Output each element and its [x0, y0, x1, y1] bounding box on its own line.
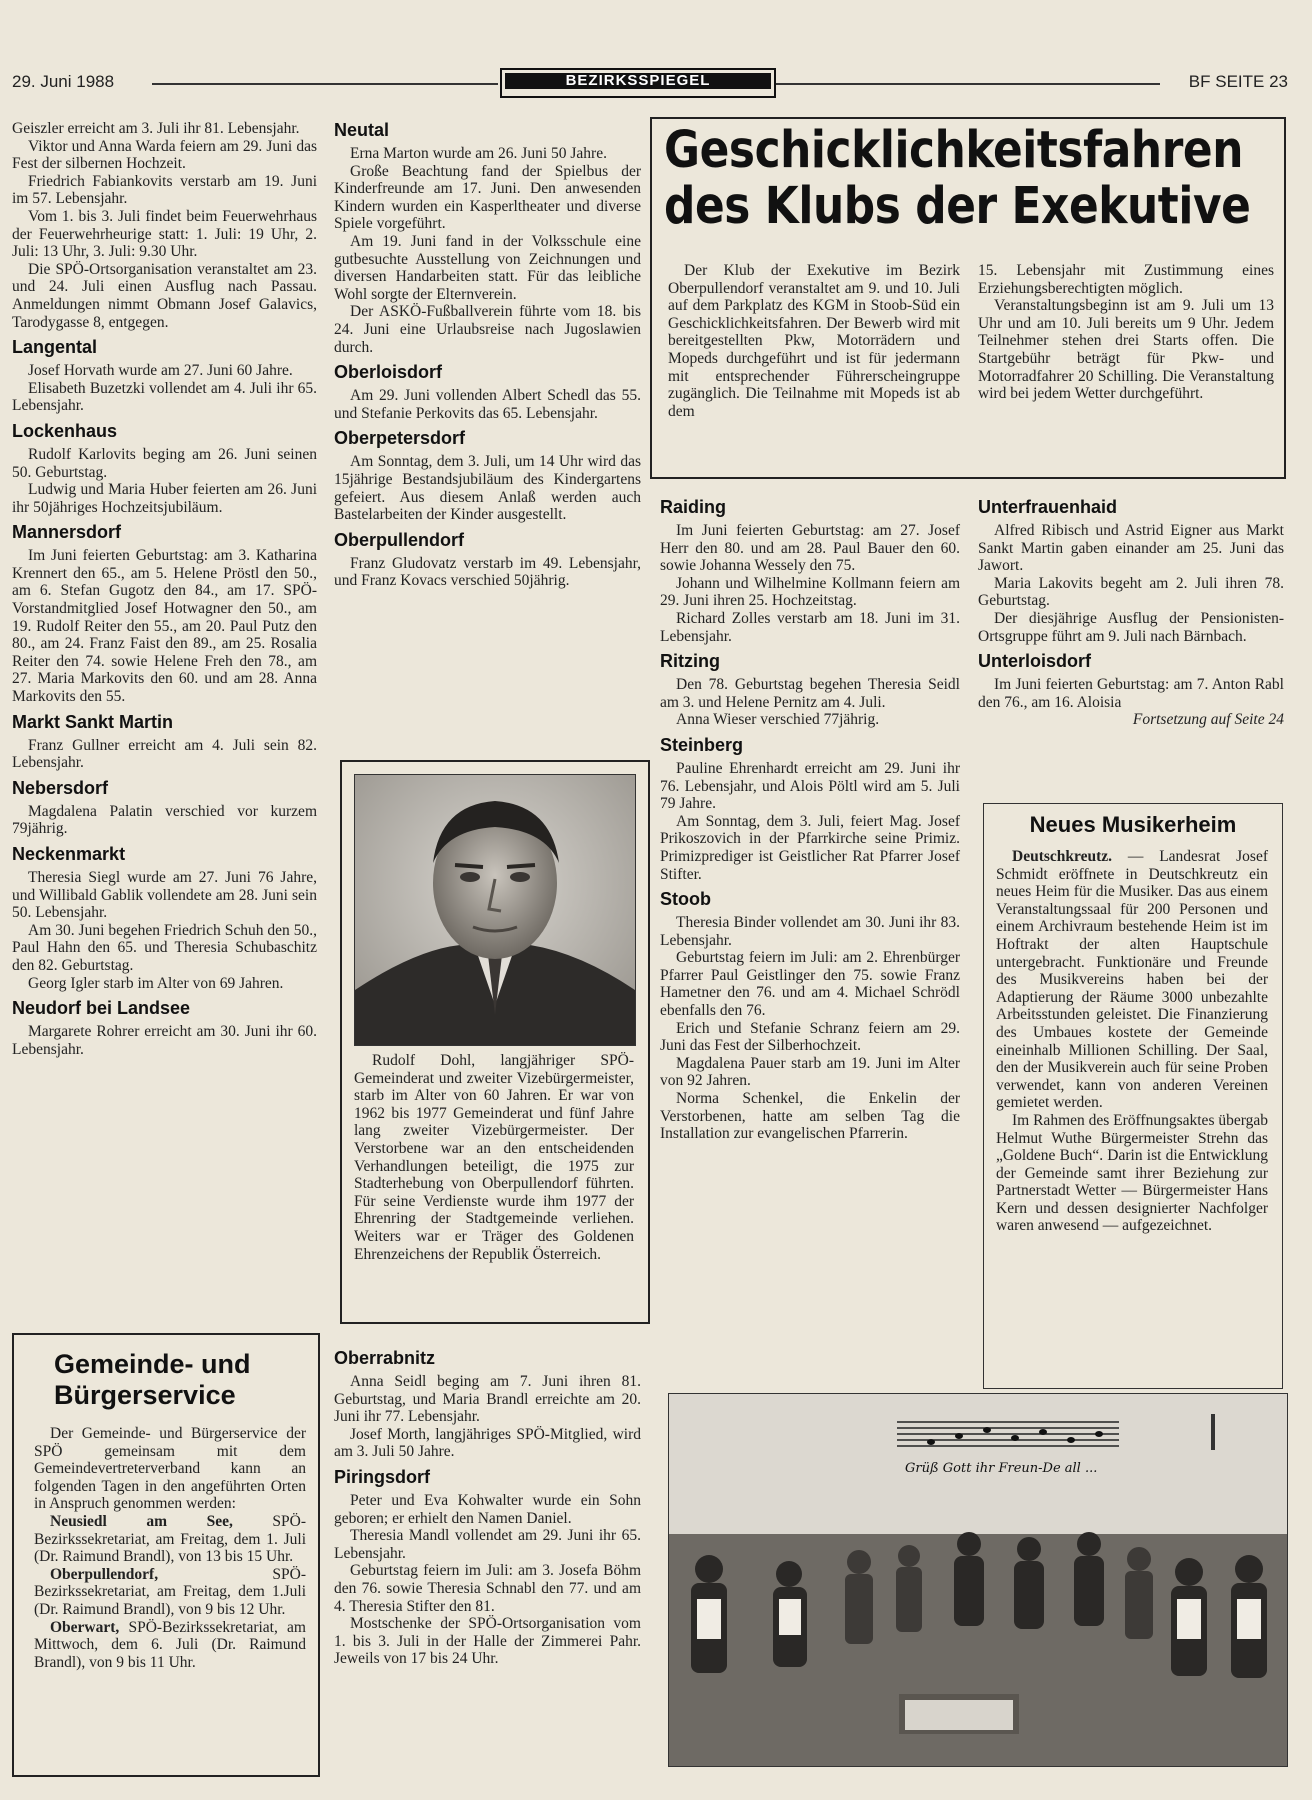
paragraph: Im Juni feierten Geburtstag: am 27. Josef Herr den 80. und am 28. Paul Bauer den 60. sowie Johanna Wessely den 75. — [660, 522, 960, 575]
paragraph: Josef Horvath wurde am 27. Juni 60 Jahre. — [28, 362, 293, 380]
paragraph: Ludwig und Maria Huber feierten am 26. Juni ihr 50jähriges Hochzeitsjubiläum. — [12, 481, 317, 516]
column-2 — [334, 120, 641, 590]
paragraph: Rudolf Dohl, langjähriger SPÖ-Gemeinderat und zweiter Vizebürgermeister, starb im Alter von 60 Jahren. Er war von 1962 bis 1977 Gemeinderat und fünf Jahre lang zweiter Vizebürgermeister. Der Verstorbene war an den entscheidenden Verhandlungen beteiligt, die 1975 zur Stadterhebung von Oberpullendorf führten. Für seine Verdienste wurde ihm 1977 der Ehrenring der Stadtgemeinde verliehen. Weiters war er Träger des Goldenen Ehrenzeichens der Republik Österreich. — [354, 1052, 634, 1263]
feature-headline-line-1: Geschicklichkeitsfahren — [664, 121, 1244, 180]
musikerheim-title: Neues Musikerheim — [1029, 812, 1237, 837]
paragraph: Margarete Rohrer erreicht am 30. Juni ihr 60. Lebensjahr. — [12, 1023, 317, 1058]
paragraph: Pauline Ehrenhardt erreicht am 29. Juni ihr 76. Lebensjahr, und Alois Pöltl wird am 5. Juli 79 Jahre. — [660, 759, 960, 813]
section-label-box — [500, 68, 776, 98]
paragraph: Veranstaltungsbeginn ist am 9. Juli um 13 Uhr und am 10. Juli bereits um 9 Uhr. Jedem Teilnehmer stehen drei Starts offen. Die Startgebühr beträgt für Pkw- und Motorradfahrer 20 Schilling. Die Veranstaltung wird bei jedem Wetter durchgeführt. — [978, 297, 1274, 403]
column-3 — [660, 497, 960, 1143]
section-heading-unterloisdorf: Unterloisdorf — [978, 651, 1092, 672]
paragraph: Der Gemeinde- und Bürgerservice der SPÖ gemeinsam mit dem Gemeindevertreterverband kann an folgenden Tagen in den angeführten Orten in Anspruch genommen werden: — [34, 1425, 306, 1513]
paragraph: Maria Lakovits begeht am 2. Juli ihren 78. Geburtstag. — [978, 574, 1284, 610]
paragraph: Mostschenke der SPÖ-Ortsorganisation vom 1. bis 3. Juli in der Halle der Zimmerei Pahr. Jeweils von 17 bis 24 Uhr. — [334, 1615, 641, 1668]
section-heading-markt-sankt-martin: Markt Sankt Martin — [12, 711, 174, 732]
paragraph: Vom 1. bis 3. Juli findet beim Feuerwehrhaus der Feuerwehrheurige statt: 1. Juli: 19 Uhr, 2. Juli: 13 Uhr, 3. Juli: 9.30 Uhr. — [12, 207, 317, 261]
paragraph: Im Juni feierten Geburtstag: am 3. Katharina Krennert den 65., am 5. Helene Pröstl den 50., am 6. Stefan Gugotz den 84., am 17. SPÖ-Vorstandmitglied Josef Hotwagner den 50., am 19. Rudolf Reiter den 55., am 20. Paul Putz den 80., am 24. Franz Faist den 89., am 25. Rosalia Reiter den 74. sowie Helene Freh den 78., am 27. Maria Markovits den 60. und am 28. Anna Markovits den 55. — [12, 547, 317, 706]
paragraph: Theresia Mandl vollendet am 29. Juni ihr 65. Lebensjahr. — [334, 1527, 641, 1562]
section-heading-stoob: Stoob — [660, 889, 711, 910]
paragraph: Anna Wieser verschied 77jährig. — [676, 711, 880, 729]
banner-caption: Grüß Gott ihr Freun-De all ... — [905, 1461, 1098, 1476]
paragraph: Den 78. Geburtstag begehen Theresia Seidl am 3. und Helene Pernitz am 4. Juli. — [660, 676, 960, 711]
paragraph: Große Beachtung fand der Spielbus der Kinderfreunde am 17. Juni. Den anwesenden Kindern wurden ein Kasperltheater und diverse Spiele vorgeführt. — [334, 162, 641, 233]
musikerheim-box — [983, 803, 1283, 1389]
paragraph: Im Rahmen des Eröffnungsaktes übergab Helmut Wuthe Bürgermeister Strehn das „Goldene Buch“. Darin ist die Entwicklung der Gemeinde samt ihrer Beziehung zur Partnerstadt Wetter — Bürgermeister Hans Kern und dessen designierter Nachfolger waren anwesend — aufgezeichnet. — [996, 1111, 1268, 1235]
paragraph: Am 29. Juni vollenden Albert Schedl das 55. und Stefanie Perkovits das 65. Lebensjahr. — [334, 387, 641, 422]
paragraph: Am Sonntag, dem 3. Juli, um 14 Uhr wird das 15jährige Bestandsjubiläum des Kindergartens gefeiert. Aus diesem Anlaß werden auch Bastelarbeiten der Kinder ausgestellt. — [334, 453, 641, 524]
service-entry — [34, 1619, 306, 1672]
paragraph: Die SPÖ-Ortsorganisation veranstaltet am 23. und 24. Juli einen Ausflug nach Passau. Anmeldungen nimmt Obmann Josef Galavics, Tarodygasse 8, entgegen. — [12, 260, 317, 331]
section-heading-raiding: Raiding — [660, 497, 726, 517]
service-place: Oberpullendorf, — [50, 1565, 159, 1583]
paragraph: Franz Gludovatz verstarb im 49. Lebensjahr, und Franz Kovacs verschied 50jährig. — [334, 554, 641, 590]
paragraph: Elisabeth Buzetzki vollendet am 4. Juli ihr 65. Lebensjahr. — [12, 379, 317, 415]
paragraph: Am 19. Juni fand in der Volksschule eine gutbesuchte Ausstellung von Zeichnungen und diversen Handarbeiten statt. Für das leibliche Wohl sorgte der Elternverein. — [334, 232, 641, 303]
paragraph: Erich und Stefanie Schranz feiern am 29. Juni das Fest der Silberhochzeit. — [660, 1019, 960, 1055]
portrait-illustration — [355, 775, 635, 1045]
section-heading-steinberg: Steinberg — [660, 734, 744, 755]
dateline: Deutschkreutz. — [1012, 848, 1113, 865]
paragraph: Norma Schenkel, die Enkelin der Verstorbenen, hatte am selben Tag die Installation zur evangelischen Pfarrerin. — [660, 1090, 960, 1143]
paragraph: Geburtstag feiern im Juli: am 3. Josefa Böhm den 76. sowie Theresia Schnabl den 77. und am 4. Theresia Stifter den 81. — [334, 1562, 641, 1615]
section-heading-neckenmarkt: Neckenmarkt — [12, 844, 126, 864]
header-rule-right — [776, 83, 1160, 85]
paragraph: Der Klub der Exekutive im Bezirk Oberpullendorf veranstaltet am 9. und 10. Juli auf dem Parkplatz des KGM in Stoob-Süd ein Geschicklichkeitsfahren. Der Bewerb wird mit bereitgestellten Pkw, Motorrädern und Mopeds durchgeführt und ist für jedermann mit entsprechender Führerscheingruppe zugänglich. Die Teilnahme mit Mopeds ist ab dem — [668, 262, 960, 420]
service-entry — [34, 1513, 306, 1566]
section-label: BEZIRKSSPIEGEL — [505, 73, 771, 89]
continuation-note: Fortsetzung auf Seite 24 — [1132, 711, 1284, 729]
paragraph: Der ASKÖ-Fußballverein führte vom 18. bis 24. Juni eine Urlaubsreise nach Jugoslawien durch. — [334, 303, 641, 356]
section-heading-lockenhaus: Lockenhaus — [12, 420, 118, 441]
feature-text-left — [668, 262, 960, 420]
paragraph: Theresia Binder vollendet am 30. Juni ihr 83. Lebensjahr. — [660, 914, 960, 949]
column-1 — [12, 120, 317, 1058]
service-entry-text: SPÖ-Bezirkssekretariat, am Mittwoch, dem 6. Juli (Dr. Raimund Brandl), von 9 bis 11 Uhr. — [34, 1618, 306, 1671]
section-heading-ritzing: Ritzing — [660, 651, 720, 672]
feature-headline — [664, 121, 1251, 236]
paragraph: Peter und Eva Kohwalter wurde ein Sohn geboren; er erhielt den Namen Daniel. — [334, 1491, 641, 1527]
band-photo — [668, 1393, 1288, 1767]
service-title-line-1: Gemeinde- und — [54, 1349, 251, 1379]
service-entry-text: SPÖ-Bezirkssekretariat, am Freitag, dem 1.Juli (Dr. Raimund Brandl), von 9 bis 12 Uhr. — [34, 1565, 306, 1618]
paragraph: Anna Seidl beging am 7. Juni ihren 81. Geburtstag, und Maria Brandl erreichte am 20. Juni ihr 77. Lebensjahr. — [334, 1373, 641, 1426]
paragraph: Georg Igler starb im Alter von 69 Jahren. — [28, 974, 284, 992]
paragraph: Geiszler erreicht am 3. Juli ihr 81. Lebensjahr. — [12, 120, 300, 137]
obituary-box — [340, 760, 650, 1324]
section-heading-neudorf-bei-landsee: Neudorf bei Landsee — [12, 998, 191, 1019]
musikerheim-text — [996, 848, 1268, 1235]
issue-date: 29. Juni 1988 — [12, 72, 115, 91]
paragraph: Johann und Wilhelmine Kollmann feiern am 29. Juni ihren 25. Hochzeitstag. — [660, 574, 960, 610]
paragraph: Rudolf Karlovits beging am 26. Juni seinen 50. Geburtstag. — [12, 445, 317, 481]
section-heading-oberrabnitz: Oberrabnitz — [334, 1348, 436, 1368]
section-heading-oberpullendorf: Oberpullendorf — [334, 529, 464, 550]
page-number: BF SEITE 23 — [1188, 72, 1288, 91]
paragraph — [996, 848, 1268, 1112]
feature-headline-line-2: des Klubs der Exekutive — [664, 177, 1251, 236]
section-heading-oberpetersdorf: Oberpetersdorf — [334, 428, 466, 449]
section-heading-mannersdorf: Mannersdorf — [12, 522, 122, 543]
page-header — [12, 68, 1288, 96]
paragraph: Magdalena Palatin verschied vor kurzem 79jährig. — [12, 802, 317, 838]
service-entry-text: SPÖ-Bezirkssekretariat, am Freitag, dem 1. Juli (Dr. Raimund Brandl), von 13 bis 15 Uhr. — [34, 1512, 306, 1566]
paragraph: Erna Marton wurde am 26. Juni 50 Jahre. — [350, 145, 607, 162]
paragraph: Der diesjährige Ausflug der Pensionisten-Ortsgruppe führt am 9. Juli nach Bärnbach. — [978, 609, 1284, 645]
section-heading-langental: Langental — [12, 337, 98, 358]
column-2-lower — [334, 1348, 641, 1668]
service-entry — [34, 1566, 306, 1619]
paragraph: Am 30. Juni begehen Friedrich Schuh den 50., Paul Hahn den 65. und Theresia Schubaschitz den 82. Geburtstag. — [12, 921, 317, 974]
service-text — [34, 1425, 306, 1671]
service-box — [12, 1333, 320, 1777]
service-title-line-2: Bürgerservice — [54, 1380, 236, 1410]
service-place: Neusiedl am See, — [50, 1512, 233, 1530]
service-title — [54, 1349, 318, 1411]
section-heading-oberloisdorf: Oberloisdorf — [334, 362, 443, 383]
paragraph: Geburtstag feiern im Juli: am 2. Ehrenbürger Pfarrer Paul Geistlinger den 75. sowie Franz Hametner den 76. und am 4. Michael Schrödl ebenfalls den 76. — [660, 949, 960, 1020]
paragraph: Viktor und Anna Warda feiern am 29. Juni das Fest der silbernen Hochzeit. — [12, 137, 317, 173]
paragraph: Josef Morth, langjähriges SPÖ-Mitglied, wird am 3. Juli 50 Jahre. — [334, 1425, 641, 1461]
paragraph: Im Juni feierten Geburtstag: am 7. Anton Rabl den 76., am 16. Aloisia — [978, 676, 1284, 711]
section-heading-unterfrauenhaid: Unterfrauenhaid — [978, 497, 1118, 517]
obituary-caption — [354, 1052, 634, 1263]
section-heading-nebersdorf: Nebersdorf — [12, 777, 109, 798]
feature-article — [650, 117, 1286, 479]
band-illustration — [669, 1394, 1287, 1766]
service-place: Oberwart, — [50, 1618, 120, 1636]
paragraph: Magdalena Pauer starb am 19. Juni im Alter von 92 Jahren. — [660, 1054, 960, 1090]
paragraph-text: — Landesrat Josef Schmidt eröffnete in Deutschkreutz ein neues Heim für die Musiker. Das aus einem Veranstaltungssaal für 200 Personen und einem Archivraum bestehende Heim ist im Hoftrakt der alten Hauptschule untergebracht. Funktionäre und Freunde des Musikvereins haben bei der Adaptierung der Räume 3000 unbezahlte Arbeitsstunden geleistet. Die Finanzierung des Umbaues kostete der Gemeinde eineinhalb Millionen Schilling. Der Saal, den der Musikverein auch für seine Proben verwendet, kann von anderen Vereinen gemietet werden. — [996, 848, 1268, 1112]
paragraph: 15. Lebensjahr mit Zustimmung eines Erziehungsberechtigten möglich. — [978, 262, 1274, 297]
paragraph: Theresia Siegl wurde am 27. Juni 76 Jahre, und Willibald Gablik vollendete am 28. Juni sein 50. Lebensjahr. — [12, 869, 317, 922]
paragraph: Am Sonntag, dem 3. Juli, feiert Mag. Josef Prikoszovich in der Pfarrkirche seine Primiz. Primizprediger ist Geistlicher Rat Pfarrer Josef Stifter. — [660, 812, 960, 883]
paragraph: Richard Zolles verstarb am 18. Juni im 31. Lebensjahr. — [660, 609, 960, 645]
paragraph: Friedrich Fabiankovits verstarb am 19. Juni im 57. Lebensjahr. — [12, 172, 317, 208]
section-heading-piringsdorf: Piringsdorf — [334, 1466, 431, 1487]
header-rule-left — [152, 83, 498, 85]
paragraph: Franz Gullner erreicht am 4. Juli sein 82. Lebensjahr. — [12, 736, 317, 772]
paragraph: Alfred Ribisch und Astrid Eigner aus Markt Sankt Martin gaben einander am 25. Juni das Jawort. — [978, 522, 1284, 575]
portrait-photo — [354, 774, 636, 1046]
section-heading-neutal: Neutal — [334, 120, 390, 140]
feature-text-right — [978, 262, 1274, 403]
column-4 — [978, 497, 1284, 729]
